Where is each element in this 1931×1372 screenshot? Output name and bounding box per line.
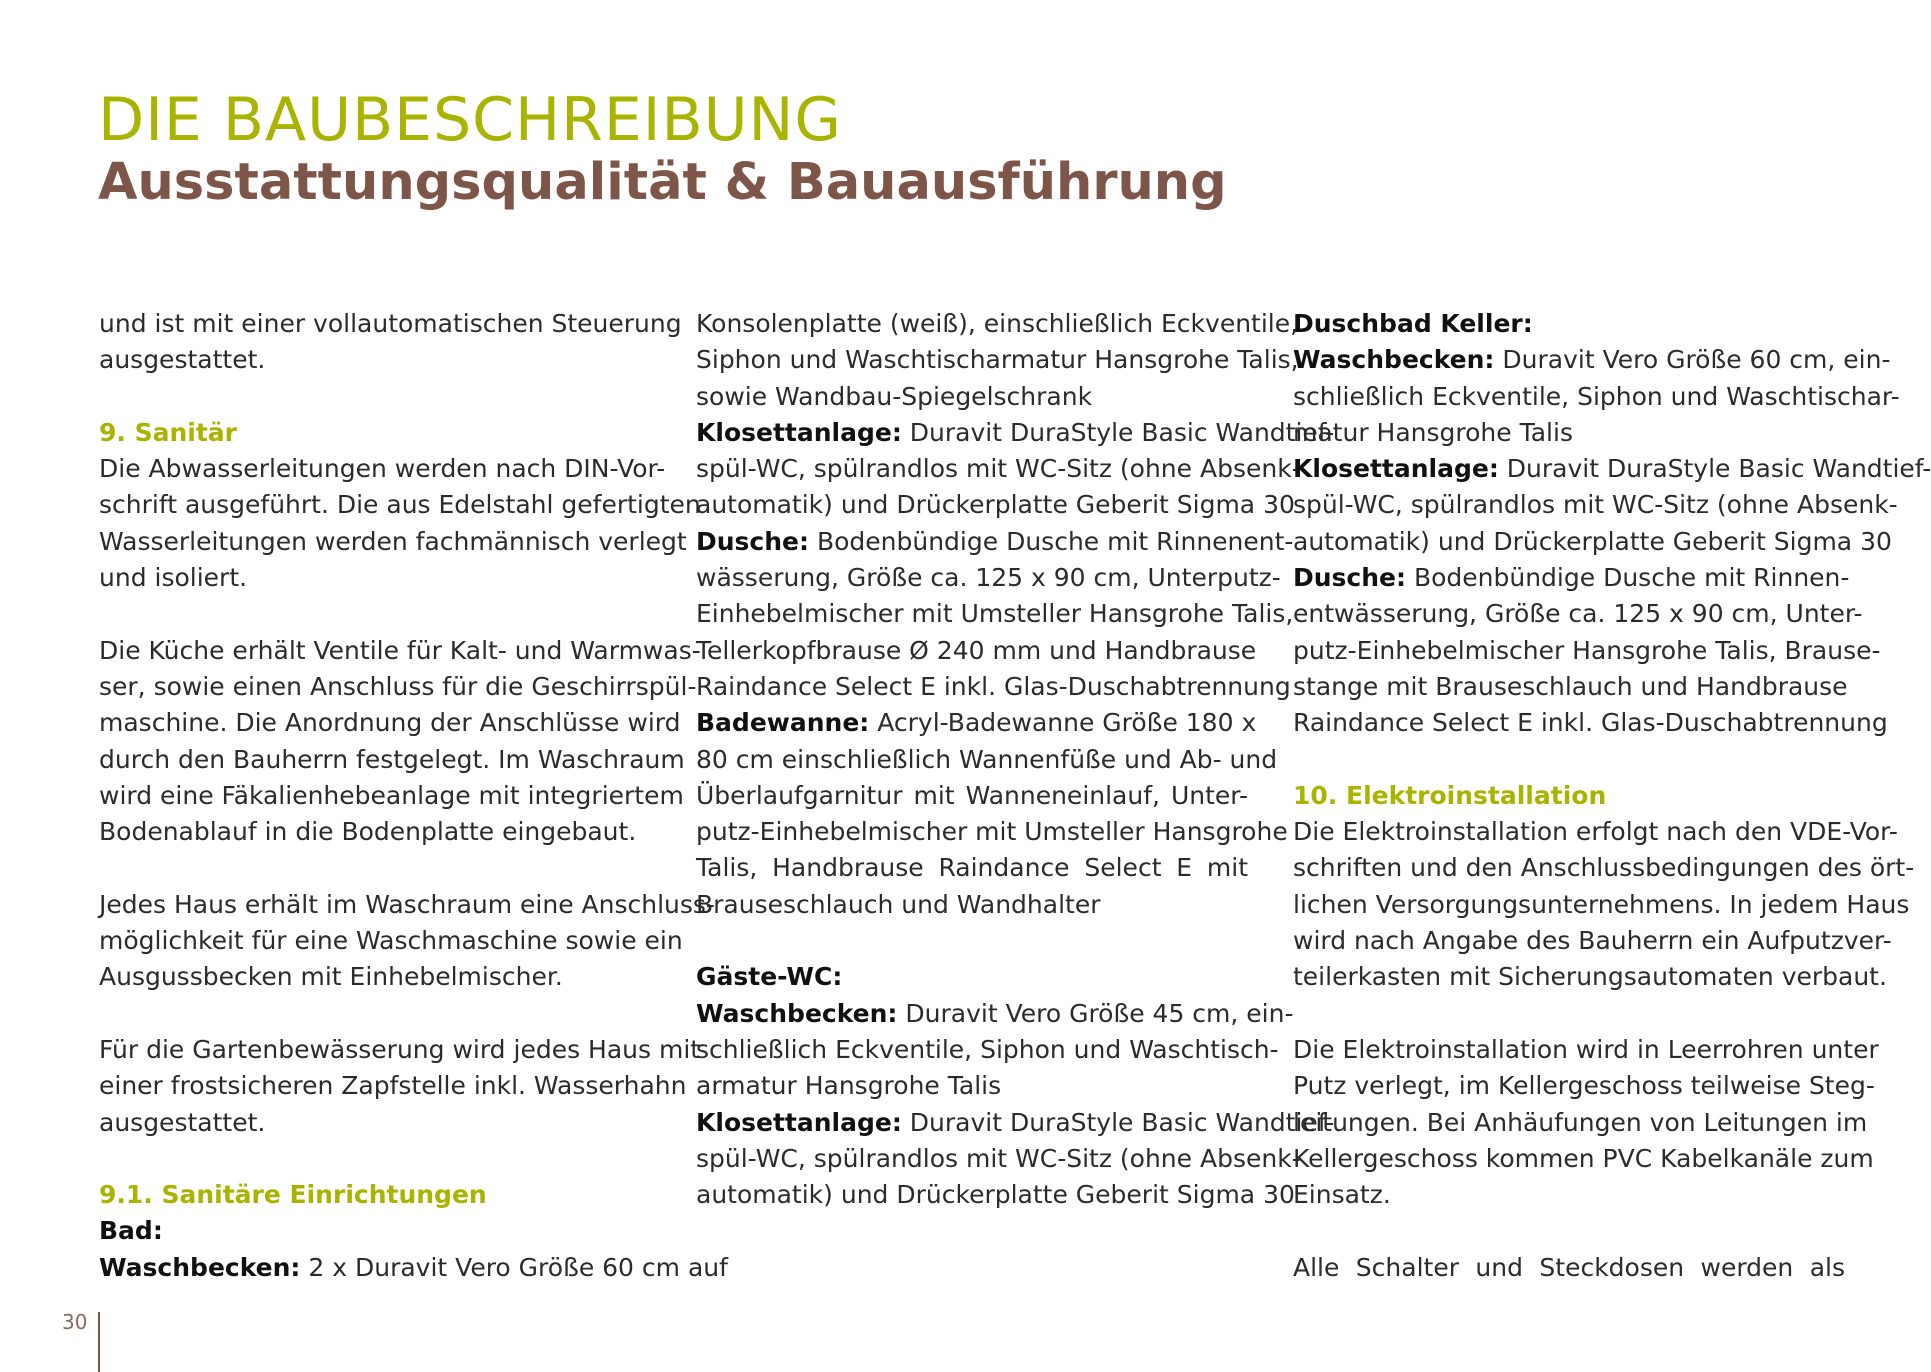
text-line: Talis, Handbrause Raindance Select E mit [696,853,1248,883]
text-line: wird eine Fäkalienhebeanlage mit integriertem [99,780,684,810]
text-line: 80 cm einschließlich Wannenfüße und Ab- und [696,744,1278,774]
text-line: automatik) und Drückerplatte Geberit Sigma 30 [696,490,1295,520]
text-line: und isoliert. [99,563,248,593]
text-line: Ausgussbecken mit Einhebelmischer. [99,962,563,992]
heading-elektroinstallation: 10. Elektroinstallation [1293,780,1607,810]
subheading-gaeste-wc: Gäste-WC: [696,962,843,992]
text-line [696,705,1257,741]
label-klosettanlage: Klosettanlage: [1293,454,1499,484]
text-line: wässerung, Größe ca. 125 x 90 cm, Unterputz- [696,563,1281,593]
text-fragment: Acryl-Badewanne Größe 180 x [869,708,1257,738]
text-line [696,1105,1335,1141]
text-line: Einhebelmischer mit Umsteller Hansgrohe Talis, [696,599,1294,629]
text-fragment: Duravit Vero Größe 45 cm, ein- [897,998,1294,1028]
text-line: automatik) und Drückerplatte Geberit Sigma 30 [1293,526,1892,556]
text-line: Putz verlegt, im Kellergeschoss teilweise Steg- [1293,1071,1875,1101]
text-line: durch den Bauherrn festgelegt. Im Waschraum [99,744,685,774]
text-line: matur Hansgrohe Talis [1293,417,1573,447]
text-line: Tellerkopfbrause Ø 240 mm und Handbrause [696,635,1257,665]
heading-sanitaer: 9. Sanitär [99,417,237,447]
text-line: Die Elektroinstallation wird in Leerrohren unter [1293,1034,1879,1064]
text-fragment: Bodenbündige Dusche mit Rinnen- [1406,563,1850,593]
column-2 [696,306,1335,1213]
text-fragment: Duravit DuraStyle Basic Wandtief- [901,1107,1335,1137]
label-dusche: Dusche: [696,526,810,556]
text-line: schließlich Eckventile, Siphon und Waschtischar- [1293,381,1900,411]
text-line: schriften und den Anschlussbedingungen des ört- [1293,853,1915,883]
label-waschbecken: Waschbecken: [99,1252,301,1282]
column-3 [1293,306,1931,1286]
column-1 [99,306,728,1286]
text-line [1293,451,1931,487]
text-line: Konsolenplatte (weiß), einschließlich Eckventile, [696,309,1299,338]
page-number: 30 [62,1310,88,1334]
text-line [696,524,1294,560]
text-line: Brauseschlauch und Wandhalter [696,889,1101,919]
text-line: leitungen. Bei Anhäufungen von Leitungen im [1293,1107,1868,1137]
text-line [99,1250,728,1286]
text-line: möglichkeit für eine Waschmaschine sowie ein [99,926,683,956]
section-title: DIE BAUBESCHREIBUNG [98,85,842,155]
text-fragment: Duravit Vero Größe 60 cm, ein- [1494,345,1891,375]
text-line: schrift ausgeführt. Die aus Edelstahl gefertigten [99,490,701,520]
text-fragment: Duravit DuraStyle Basic Wandtief- [901,417,1335,447]
text-fragment: Bodenbündige Dusche mit Rinnenent- [809,526,1294,556]
text-line [1293,560,1850,596]
text-line: putz-Einhebelmischer mit Umsteller Hansgrohe [696,817,1288,847]
text-line: Jedes Haus erhält im Waschraum eine Anschluss- [99,889,715,919]
section-subtitle: Ausstattungsqualität & Bauausführung [98,153,1227,212]
text-line: stange mit Brauseschlauch und Handbrause [1293,671,1848,701]
text-line [696,415,1335,451]
text-fragment: 2 x Duravit Vero Größe 60 cm auf [300,1252,728,1282]
text-line: entwässerung, Größe ca. 125 x 90 cm, Unter- [1293,599,1863,629]
text-line: Siphon und Waschtischarmatur Hansgrohe Talis, [696,345,1299,375]
text-line: armatur Hansgrohe Talis [696,1071,1002,1101]
text-fragment: Duravit DuraStyle Basic Wandtief- [1498,454,1931,484]
text-line: spül-WC, spülrandlos mit WC-Sitz (ohne Absenk- [696,454,1301,484]
label-klosettanlage: Klosettanlage: [696,417,902,447]
text-line: maschine. Die Anordnung der Anschlüsse wird [99,708,681,738]
text-line: Kellergeschoss kommen PVC Kabelkanäle zum [1293,1143,1874,1173]
label-waschbecken: Waschbecken: [1293,345,1495,375]
text-line [696,996,1294,1032]
label-dusche: Dusche: [1293,563,1407,593]
text-line: Überlaufgarnitur mit Wanneneinlauf, Unter- [696,780,1248,810]
text-line: Raindance Select E inkl. Glas-Duschabtrennung [696,671,1291,701]
text-line: Einsatz. [1293,1180,1391,1210]
text-line: einer frostsicheren Zapfstelle inkl. Wasserhahn [99,1071,687,1101]
text-line: spül-WC, spülrandlos mit WC-Sitz (ohne Absenk- [1293,490,1898,520]
text-line [1293,342,1891,378]
text-line: Wasserleitungen werden fachmännisch verlegt [99,526,687,556]
label-badewanne: Badewanne: [696,708,870,738]
text-line: Bodenablauf in die Bodenplatte eingebaut. [99,817,637,847]
text-line: putz-Einhebelmischer Hansgrohe Talis, Brause- [1293,635,1881,665]
text-line: Die Küche erhält Ventile für Kalt- und Warmwas- [99,635,701,665]
text-line: Die Elektroinstallation erfolgt nach den VDE-Vor- [1293,817,1898,847]
text-line: automatik) und Drückerplatte Geberit Sigma 30 [696,1180,1295,1210]
subheading-bad: Bad: [99,1216,163,1246]
text-line: wird nach Angabe des Bauherrn ein Aufputzver- [1293,926,1892,956]
text-line: ausgestattet. [99,1107,266,1137]
text-line: und ist mit einer vollautomatischen Steuerung [99,309,682,338]
label-klosettanlage: Klosettanlage: [696,1107,902,1137]
text-line: schließlich Eckventile, Siphon und Waschtisch- [696,1034,1279,1064]
subheading-duschbad-keller: Duschbad Keller: [1293,309,1533,338]
label-waschbecken: Waschbecken: [696,998,898,1028]
text-line: Alle Schalter und Steckdosen werden als [1293,1252,1845,1282]
text-line: ausgestattet. [99,345,266,375]
text-line: ser, sowie einen Anschluss für die Geschirrspül- [99,671,697,701]
text-line: Für die Gartenbewässerung wird jedes Haus mit [99,1034,701,1064]
heading-sanitaere-einrichtungen: 9.1. Sanitäre Einrichtungen [99,1180,487,1210]
text-line: Die Abwasserleitungen werden nach DIN-Vor- [99,454,666,484]
text-line: teilerkasten mit Sicherungsautomaten verbaut. [1293,962,1887,992]
text-line: Raindance Select E inkl. Glas-Duschabtrennung [1293,708,1888,738]
text-line: sowie Wandbau-Spiegelschrank [696,381,1093,411]
text-line: lichen Versorgungsunternehmens. In jedem Haus [1293,889,1910,919]
page-number-divider [98,1312,100,1372]
text-line: spül-WC, spülrandlos mit WC-Sitz (ohne Absenk- [696,1143,1301,1173]
